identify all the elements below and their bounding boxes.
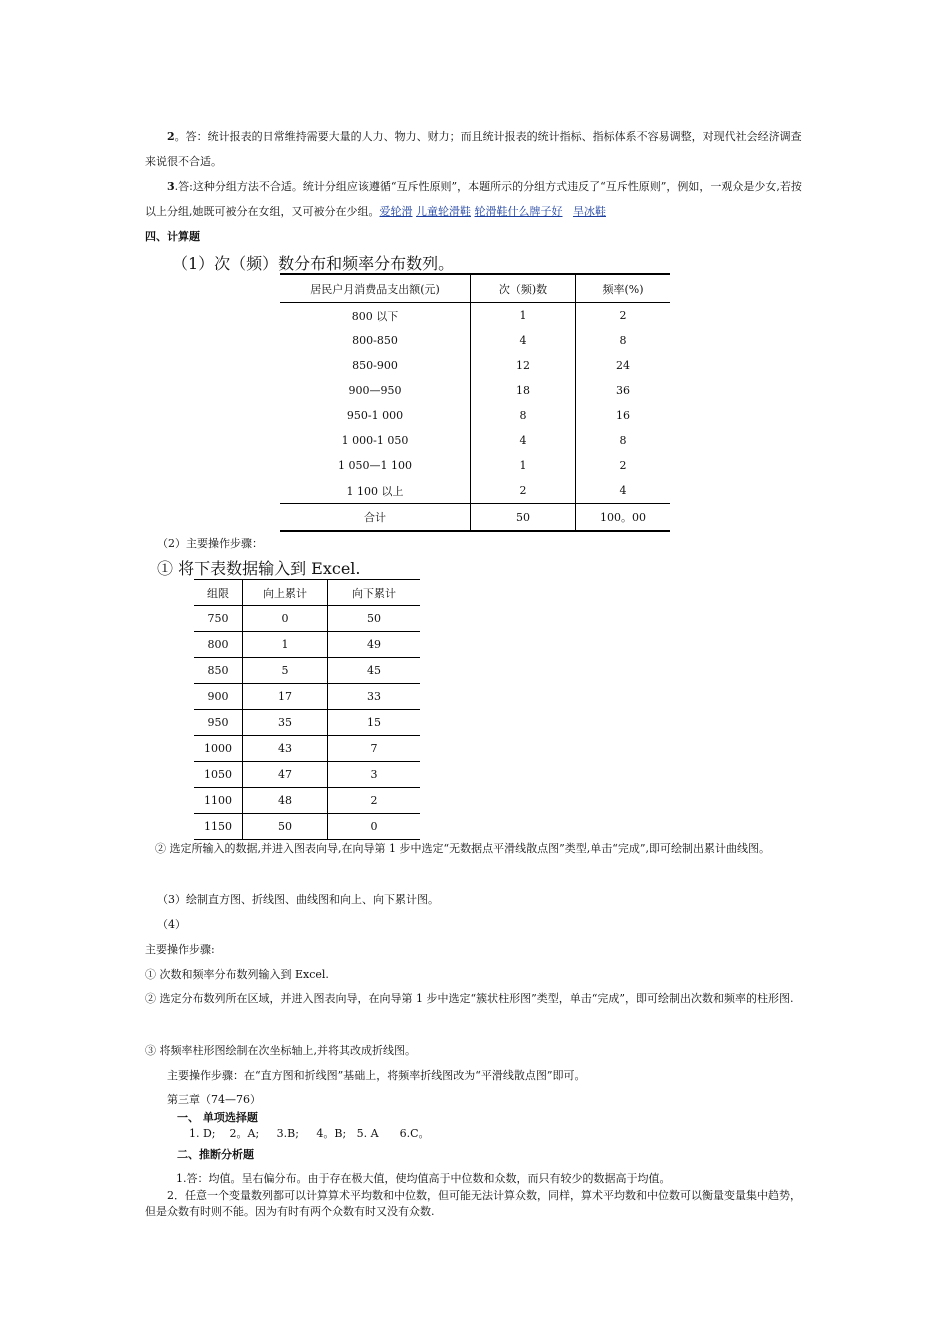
table-cell: 3 bbox=[328, 762, 421, 788]
choice-answers: 1. D; 2。A; 3.B; 4。B; 5. A 6.C。 bbox=[189, 1127, 430, 1140]
table-cell: 0 bbox=[243, 606, 328, 632]
part-2-title: （2）主要操作步骤： bbox=[157, 537, 263, 550]
answer-3-paragraph bbox=[145, 174, 807, 224]
table-cell: 35 bbox=[243, 710, 328, 736]
table-cell: 合计 bbox=[280, 504, 471, 532]
table-row bbox=[194, 684, 420, 710]
table-cell: 800 以下 bbox=[280, 303, 471, 329]
table-row bbox=[280, 403, 670, 428]
column-header: 向上累计 bbox=[243, 580, 328, 606]
table-cell: 47 bbox=[243, 762, 328, 788]
table-cell: 49 bbox=[328, 632, 421, 658]
table-cell: 36 bbox=[616, 384, 630, 397]
frequency-distribution-table bbox=[280, 273, 670, 532]
table-row bbox=[280, 303, 670, 329]
analysis-answer-1: 1.答：均值。呈右偏分布。由于存在极大值，使均值高于中位数和众数，而只有较少的数据高于均值。 bbox=[176, 1172, 671, 1185]
part-1-title: （1）次（频）数分布和频率分布数列。 bbox=[172, 254, 455, 273]
main-steps-label: 主要操作步骤: bbox=[145, 943, 215, 956]
column-header: 组限 bbox=[194, 580, 243, 606]
analysis-answer-2: 2．任意一个变量数列都可以计算算术平均数和中位数，但可能无法计算众数，同样，算术平均数和中位数可以衡量变量集中趋势，但是众数有时则不能。因为有时有两个众数有时又没有众数. bbox=[145, 1189, 801, 1218]
table-row bbox=[280, 378, 670, 403]
column-header: 频率(%) bbox=[576, 274, 671, 303]
table-row bbox=[194, 736, 420, 762]
link-hanbingxie[interactable]: 旱冰鞋 bbox=[573, 205, 606, 218]
table-row bbox=[194, 788, 420, 814]
table-cell: 1150 bbox=[194, 814, 243, 840]
column-header: 次（频)数 bbox=[471, 274, 576, 303]
table-cell: 16 bbox=[616, 409, 630, 422]
part-4-extra: 主要操作步骤：在“直方图和折线图”基础上，将频率折线图改为“平滑线散点图”即可。 bbox=[167, 1069, 586, 1082]
answer-2-text: 。答：统计报表的日常维持需要大量的人力、物力、财力；而且统计报表的统计指标、指标体系不容易调整，对现代社会经济调查来说很不合适。 bbox=[145, 130, 802, 168]
table-cell: 1000 bbox=[194, 736, 243, 762]
table-cell: 850 bbox=[194, 658, 243, 684]
step-1-text: ① 将下表数据输入到 Excel. bbox=[157, 559, 361, 578]
table-cell: 45 bbox=[328, 658, 421, 684]
table-cell: 50 bbox=[471, 504, 576, 532]
table-cell: 1 bbox=[471, 303, 576, 329]
table-row bbox=[280, 353, 670, 378]
table-cell: 12 bbox=[471, 353, 576, 378]
part-4-step-1: ① 次数和频率分布数列输入到 Excel. bbox=[145, 968, 329, 981]
table-cell: 800 bbox=[194, 632, 243, 658]
table-cell: 33 bbox=[328, 684, 421, 710]
table-cell: 850-900 bbox=[280, 353, 471, 378]
table-cell: 43 bbox=[243, 736, 328, 762]
chapter-3-section-1-heading: 一、 单项选择题 bbox=[177, 1111, 258, 1124]
table-cell: 8 bbox=[619, 334, 627, 347]
answer-3-text: .答:这种分组方法不合适。统计分组应该遵循“互斥性原则”，本题所示的分组方式违反了“互斥性原则”，例如，一观众是少女,若按以上分组,她既可被分在女组，又可被分在少组。 bbox=[145, 180, 802, 218]
table-row bbox=[194, 658, 420, 684]
table-cell: 1 000-1 050 bbox=[280, 428, 471, 453]
table-cell: 2 bbox=[619, 309, 627, 322]
table-header-row bbox=[194, 580, 420, 606]
table-cell: 48 bbox=[243, 788, 328, 814]
column-header: 向下累计 bbox=[328, 580, 421, 606]
column-header: 居民户月消费品支出额(元) bbox=[280, 274, 471, 303]
table-cell: 2 bbox=[328, 788, 421, 814]
table-row bbox=[194, 710, 420, 736]
table-cell: 8 bbox=[471, 403, 576, 428]
table-cell: 4 bbox=[471, 328, 576, 353]
table-row bbox=[280, 428, 670, 453]
table-cell: 50 bbox=[328, 606, 421, 632]
table-cell: 2 bbox=[619, 459, 627, 472]
table-row bbox=[280, 478, 670, 504]
table-cell: 8 bbox=[619, 434, 627, 447]
table-cell: 4 bbox=[619, 484, 627, 497]
table-cell: 100。00 bbox=[576, 504, 671, 532]
part-4-label: （4） bbox=[157, 918, 186, 931]
table-cell: 15 bbox=[328, 710, 421, 736]
link-lunhuaxie-paizi[interactable]: 轮滑鞋什么牌子好 bbox=[474, 205, 563, 218]
part-3-text: （3）绘制直方图、折线图、曲线图和向上、向下累计图。 bbox=[157, 893, 439, 906]
table-cell: 17 bbox=[243, 684, 328, 710]
table-cell: 2 bbox=[471, 478, 576, 504]
table-cell: 5 bbox=[243, 658, 328, 684]
table-header-row bbox=[280, 274, 670, 303]
table-cell: 1050 bbox=[194, 762, 243, 788]
cumulative-table bbox=[194, 579, 420, 840]
answer-2-number: 2 bbox=[167, 130, 175, 143]
answer-2-paragraph bbox=[145, 124, 807, 174]
table-cell: 1 050—1 100 bbox=[280, 453, 471, 478]
table-cell: 7 bbox=[328, 736, 421, 762]
table-cell: 900 bbox=[194, 684, 243, 710]
table-cell: 50 bbox=[243, 814, 328, 840]
table-cell: 950-1 000 bbox=[280, 403, 471, 428]
table-total-row bbox=[280, 504, 670, 532]
chapter-3-title: 第三章（74—76） bbox=[167, 1093, 261, 1106]
step-2-text: ② 选定所输入的数据,并进入图表向导,在向导第 1 步中选定“无数据点平滑线散点图”类型,单击“完成”,即可绘制出累计曲线图。 bbox=[155, 842, 770, 855]
table-cell: 4 bbox=[471, 428, 576, 453]
section-4-heading: 四、计算题 bbox=[145, 230, 200, 243]
table-row bbox=[194, 632, 420, 658]
answer-3-number: 3 bbox=[167, 180, 175, 193]
part-4-step-3: ③ 将频率柱形图绘制在次坐标轴上,并将其改成折线图。 bbox=[145, 1044, 416, 1057]
chapter-3-section-2-heading: 二、推断分析题 bbox=[177, 1148, 254, 1161]
table-cell: 1 bbox=[471, 453, 576, 478]
table-cell: 1100 bbox=[194, 788, 243, 814]
table-row bbox=[280, 453, 670, 478]
table-cell: 750 bbox=[194, 606, 243, 632]
part-4-step-2: ② 选定分布数列所在区域，并进入图表向导，在向导第 1 步中选定“簇状柱形图”类型，单击“完成”，即可绘制出次数和频率的柱形图. bbox=[145, 992, 794, 1005]
link-ailunhua[interactable]: 爱轮滑 bbox=[379, 205, 413, 218]
table-cell: 1 bbox=[243, 632, 328, 658]
table-row bbox=[194, 606, 420, 632]
table-cell: 0 bbox=[328, 814, 421, 840]
table-cell: 950 bbox=[194, 710, 243, 736]
link-ertong-lunhuaxie[interactable]: 儿童轮滑鞋 bbox=[416, 205, 471, 218]
table-cell: 900—950 bbox=[280, 378, 471, 403]
table-cell: 24 bbox=[616, 359, 630, 372]
table-cell: 800-850 bbox=[280, 328, 471, 353]
table-cell: 1 100 以上 bbox=[280, 478, 471, 504]
table-cell: 18 bbox=[471, 378, 576, 403]
table-row bbox=[194, 762, 420, 788]
table-row bbox=[280, 328, 670, 353]
